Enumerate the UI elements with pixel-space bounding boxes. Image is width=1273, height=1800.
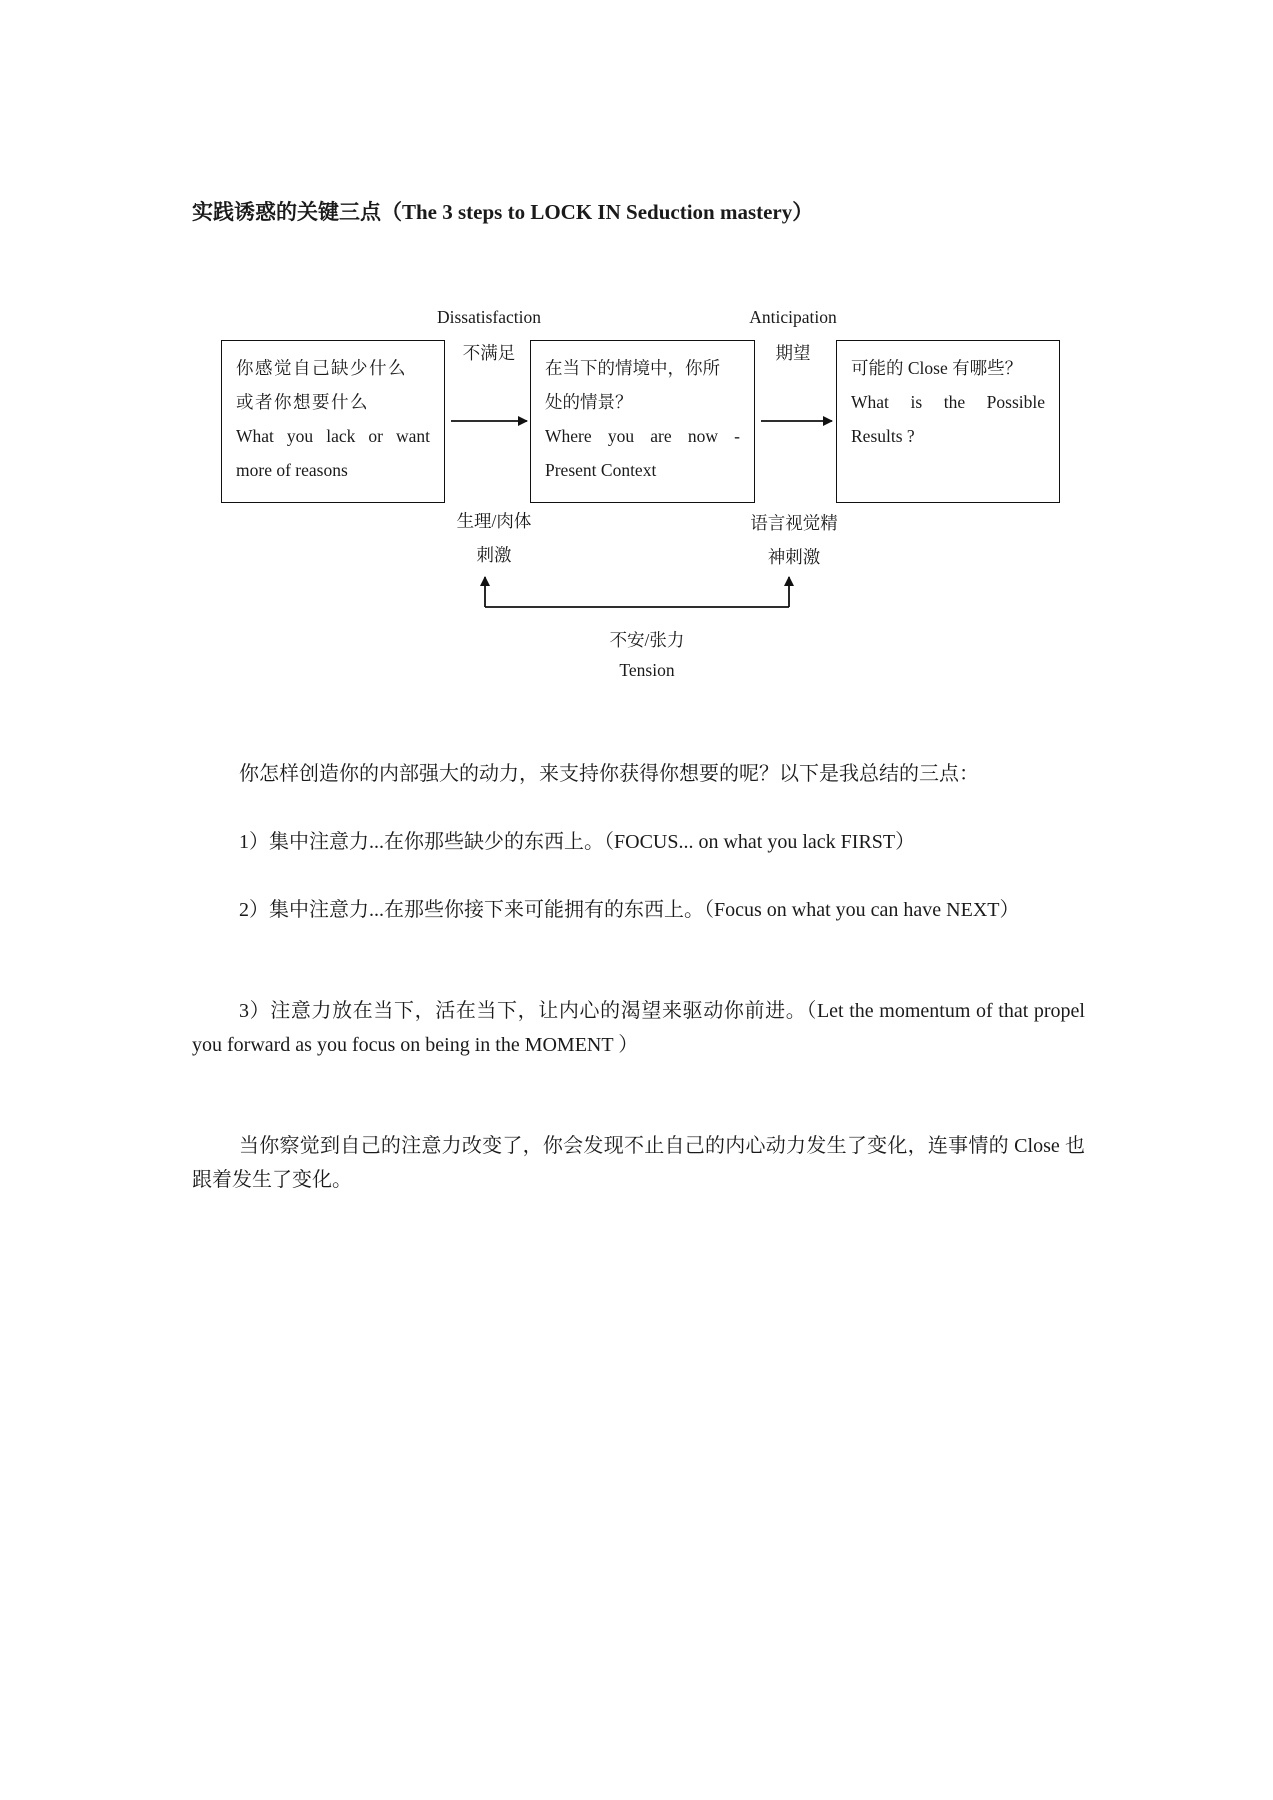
label-verbal-visual-stimulus-line1: 语言视觉精	[750, 513, 838, 533]
paragraph-point-2	[192, 893, 1085, 927]
box3-line2: What is the Possible	[851, 392, 1045, 412]
box1-line2: 或者你想要什么	[236, 392, 369, 412]
box1-line1: 你感觉自己缺少什么	[236, 358, 407, 378]
point-1-text: 1）集中注意力...在你那些缺少的东西上。（FOCUS... on what you lack FIRST）	[239, 831, 916, 853]
label-verbal-visual-stimulus-line2: 神刺激	[767, 547, 821, 567]
label-physical-stimulus-line2: 刺激	[476, 545, 512, 565]
paragraph-conclusion	[192, 1129, 1085, 1197]
point-3-text: 3）注意力放在当下，活在当下，让内心的渴望来驱动你前进。（Let the momentum of that propel you forward as you focus on being in the MOMENT ）	[192, 1000, 1085, 1056]
conclusion-text: 当你察觉到自己的注意力改变了，你会发现不止自己的内心动力发生了变化，连事情的 Close 也跟着发生了变化。	[192, 1135, 1085, 1191]
box2-line4: Present Context	[545, 460, 657, 480]
label-anticipation-en: Anticipation	[749, 307, 837, 327]
label-dissatisfaction-zh: 不满足	[462, 343, 516, 363]
box3-line1: 可能的 Close 有哪些？	[851, 358, 1023, 378]
box1-line4: more of reasons	[236, 460, 348, 480]
paragraph-point-3	[192, 994, 1085, 1062]
label-anticipation-zh: 期望	[775, 343, 811, 363]
document-title: 实践诱惑的关键三点（The 3 steps to LOCK IN Seduction mastery）	[192, 200, 814, 224]
point-2-text: 2）集中注意力...在那些你接下来可能拥有的东西上。（Focus on what you can have NEXT）	[239, 899, 1020, 921]
box3-line3: Results ?	[851, 426, 915, 446]
paragraph-point-1	[192, 825, 1085, 859]
label-dissatisfaction-en: Dissatisfaction	[436, 307, 541, 327]
label-tension-en: Tension	[619, 660, 675, 680]
paragraph-intro	[192, 757, 1085, 791]
box1-line3: What you lack or want	[236, 426, 430, 446]
box-what-you-lack	[221, 340, 445, 503]
box-present-context	[530, 340, 755, 503]
intro-text: 你怎样创造你的内部强大的动力，来支持你获得你想要的呢？以下是我总结的三点：	[239, 763, 979, 785]
label-physical-stimulus-line1: 生理/肉体	[456, 511, 532, 531]
label-tension-zh: 不安/张力	[609, 630, 685, 650]
box-possible-results	[836, 340, 1060, 503]
box2-line3: Where you are now -	[545, 426, 740, 446]
box2-line1: 在当下的情境中，你所	[545, 358, 720, 378]
box2-line2: 处的情景？	[545, 392, 633, 412]
